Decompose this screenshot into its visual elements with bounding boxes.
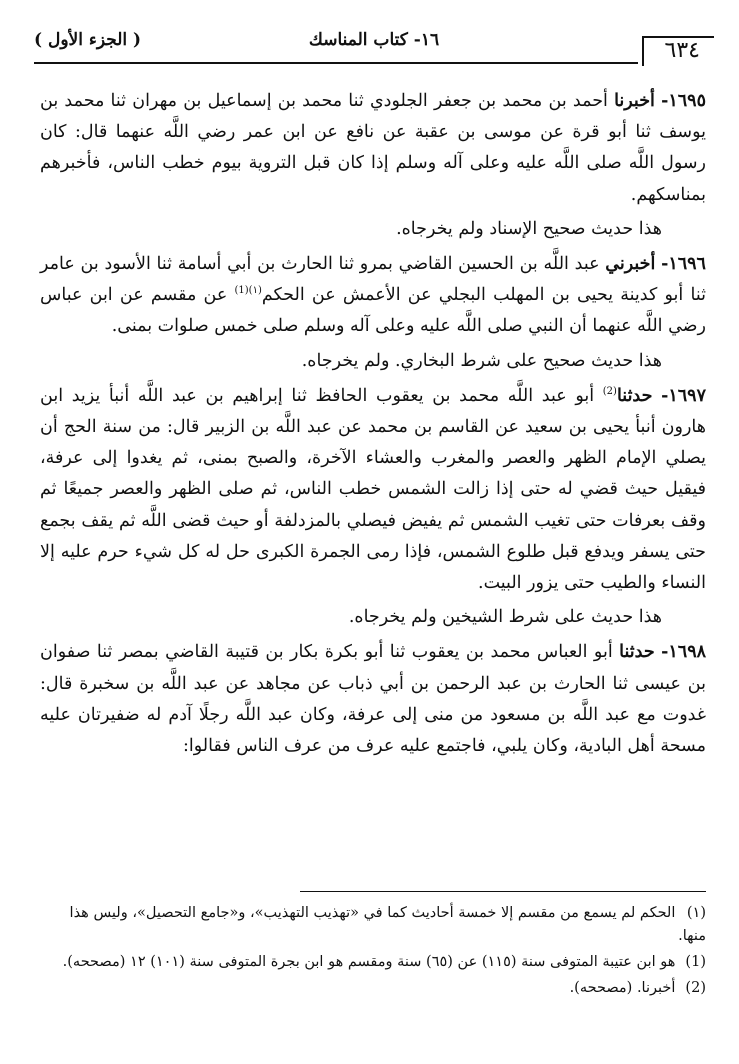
hadith-text: عبد اللَّه بن الحسين القاضي بمرو ثنا الحارث بن أبي أسامة ثنا الأسود بن عامر ثنا أبو كدينة يحيى بن المهلب البجلي عن الأعمش عن الحكم [40, 254, 706, 306]
hadith-number: ١٦٩٧- [661, 385, 706, 406]
footnote-reference: (2) [602, 386, 617, 397]
footnote [40, 951, 706, 974]
hadith-grading: هذا حديث على شرط الشيخين ولم يخرجاه. [348, 607, 662, 628]
running-header [34, 26, 714, 68]
hadith-1696 [40, 249, 706, 343]
header-rule [34, 62, 638, 64]
hadith-1697 [40, 381, 706, 599]
hadith-1698 [40, 637, 706, 762]
footnote-marker: (1) [685, 954, 706, 970]
hadith-1695 [40, 86, 706, 211]
volume-label: ( الجزء الأول ) [34, 30, 142, 50]
transmission-word: حدثنا [616, 385, 653, 406]
hadith-text: أبو العباس محمد بن يعقوب ثنا أبو بكرة بكار بن قتيبة القاضي بمصر ثنا صفوان بن عيسى ثنا الحارث بن عبد الرحمن بن أبي ذباب عن مجاهد عن عبد اللَّه بن سخبرة قال: غدوت مع عبد اللَّه بن مسعود من منى إلى عرفة، وكان عبد اللَّه رجلًا آدم له ضفيرتان عليه مسحة أهل البادية، وكان يلبي، فاجتمع عليه عرف من عرف الناس فقالوا: [40, 642, 706, 757]
footnotes [40, 902, 706, 1003]
footnote [40, 977, 706, 1000]
footnote-text: هو ابن عتيبة المتوفى سنة (١١٥) عن (٦٥) سنة ومقسم هو ابن بجرة المتوفى سنة (١٠١) ١٢ (مصححه). [62, 954, 676, 970]
main-text [40, 86, 706, 765]
page-number: ٦٣٤ [664, 38, 700, 63]
transmission-word: أخبرنا [614, 91, 655, 111]
footnote-text: أخبرنا. (مصححه). [569, 980, 676, 996]
book-title: ١٦- كتاب المناسك [308, 30, 440, 50]
hadith-grading: هذا حديث صحيح على شرط البخاري. ولم يخرجاه. [301, 350, 662, 371]
hadith-number: ١٦٩٨- [661, 642, 706, 663]
hadith-number: ١٦٩٦- [661, 254, 706, 275]
hadith-text-continued: عن مقسم عن ابن عباس رضي اللَّه عنهما أن النبي صلى اللَّه عليه وعلى آله وسلم صلى خمس صلوات بمنى. [40, 285, 706, 337]
footnote-reference: (١)(1) [234, 285, 262, 297]
footnote-rule [300, 891, 706, 892]
hadith-grading: هذا حديث صحيح الإسناد ولم يخرجاه. [396, 218, 662, 239]
hadith-text: أحمد بن محمد بن جعفر الجلودي ثنا محمد بن إسماعيل بن مهران ثنا محمد بن يوسف ثنا أبو قرة عن موسى بن عقبة عن نافع عن ابن عمر رضي اللَّه عنهما قال: كان رسول اللَّه صلى اللَّه عليه وعلى آله وسلم إذا كان قبل التروية بيوم خطب الناس، فأخبرهم بمناسكهم. [40, 91, 706, 205]
hadith-text: أبو عبد اللَّه محمد بن يعقوب الحافظ ثنا إبراهيم بن عبد اللَّه أنبأ يزيد ابن هارون أنبأ يحيى بن سعيد عن القاسم بن محمد عن عبد اللَّه بن الزبير قال: من سنة الحج أن يصلي الإمام الظهر والعصر والمغرب والعشاء الآخرة، والصبح بمنى، ثم يغدوا إلى عرفة، فيقيل حيث قضي له حتى إذا زالت الشمس خطب الناس، ثم صلى الظهر والعصر جميعًا ثم وقف بعرفات حتى تغيب الشمس ثم يفيض فيصلي بالمزدلفة أو حيث قضى اللَّه ثم يقف بجمع حتى يسفر ويدفع قبل طلوع الشمس، فإذا رمى الجمرة الكبرى حل له كل شيء حرم عليه إلا النساء والطيب حتى يزور البيت. [40, 385, 706, 594]
footnote-text: الحكم لم يسمع من مقسم إلا خمسة أحاديث كما في «تهذيب التهذيب»، و«جامع التحصيل»، وليس هذا منها. [69, 905, 706, 944]
transmission-word: أخبرني [605, 254, 656, 275]
transmission-word: حدثنا [619, 642, 655, 663]
hadith-number: ١٦٩٥- [661, 91, 706, 111]
footnote-marker: (١) [686, 905, 706, 921]
footnote [40, 902, 706, 948]
footnote-marker: (2) [685, 980, 706, 996]
